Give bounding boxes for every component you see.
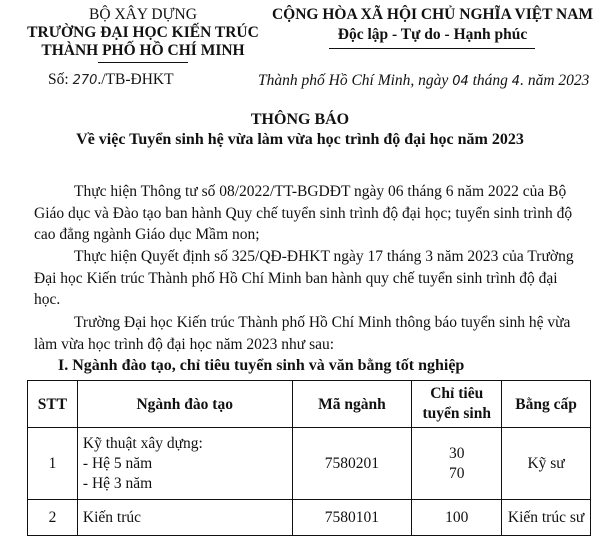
major-title: Kỹ thuật xây dựng: xyxy=(82,434,203,452)
header-stt: STT xyxy=(28,381,78,428)
ministry-name: BỘ XÂY DỰNG xyxy=(89,6,197,23)
date-year: . năm 2023 xyxy=(520,72,590,89)
school-name-line1: TRƯỜNG ĐẠI HỌC KIẾN TRÚC xyxy=(27,24,259,41)
paragraph-announcement xyxy=(34,312,586,355)
quota-value: 70 xyxy=(448,464,465,482)
header-quota-line1: Chỉ tiêu xyxy=(430,385,484,402)
paragraph-circular xyxy=(34,181,586,246)
header-major: Ngành đào tạo xyxy=(77,381,292,428)
paragraph-line: Trường Đại học Kiến trúc Thành phố Hồ Chí Minh thông báo tuyển sinh hệ vừa xyxy=(74,314,571,331)
paragraph-line: cao đẳng ngành Giáo dục Mầm non; xyxy=(34,226,260,243)
cell-degree: Kiến trúc sư xyxy=(502,500,591,536)
header-quota xyxy=(412,381,502,428)
table-header-row xyxy=(28,381,591,428)
doc-number-prefix: Số: xyxy=(48,71,73,88)
cell-code: 7580201 xyxy=(292,428,412,500)
doc-number-handwritten: 270 xyxy=(72,73,98,88)
major-sub: - Hệ 3 năm xyxy=(82,474,153,492)
paragraph-line: học. xyxy=(34,291,61,308)
cell-quota xyxy=(412,428,502,500)
cell-stt: 2 xyxy=(28,500,78,536)
major-sub: - Hệ 5 năm xyxy=(82,454,153,472)
school-underline xyxy=(98,62,188,63)
table-row xyxy=(28,500,591,536)
quota-value: 30 xyxy=(448,444,465,462)
paragraph-line: Giáo dục và Đào tạo ban hành Quy chế tuyển sinh trình độ đại học; tuyển sinh trình độ xyxy=(34,204,573,222)
national-motto: Độc lập - Tự do - Hạnh phúc xyxy=(337,26,528,43)
paragraph-line: Thực hiện Thông tư số 08/2022/TT-BGDĐT ngày 06 tháng 6 năm 2022 của Bộ xyxy=(74,183,567,200)
header-code: Mã ngành xyxy=(292,381,412,428)
paragraph-line: Đại học Kiến trúc Thành phố Hồ Chí Minh ban hành quy chế tuyển sinh trình độ đại xyxy=(34,269,558,287)
date-month-word: tháng xyxy=(468,72,512,89)
motto-underline xyxy=(329,48,535,49)
document-title: THÔNG BÁO xyxy=(250,111,350,128)
date-line xyxy=(258,72,598,90)
paragraph-line: Thực hiện Quyết định số 325/QĐ-ĐHKT ngày 17 tháng 3 năm 2023 của Trường xyxy=(74,248,574,265)
cell-code: 7580101 xyxy=(292,500,412,536)
header-quota-line2: tuyển sinh xyxy=(422,405,491,422)
cell-stt: 1 xyxy=(28,428,78,500)
country-name: CỘNG HÒA XÃ HỘI CHỦ NGHĨA VIỆT NAM xyxy=(271,6,594,23)
document-number xyxy=(48,71,174,89)
paragraph-line: làm vừa học trình độ đại học năm 2023 như sau: xyxy=(34,335,335,353)
section-heading: I. Ngành đào tạo, chỉ tiêu tuyển sinh và văn bằng tốt nghiệp xyxy=(58,357,465,374)
admission-table xyxy=(27,380,591,536)
paragraph-decision xyxy=(34,246,586,311)
school-name-line2: THÀNH PHỐ HỒ CHÍ MINH xyxy=(41,42,245,59)
header-degree: Bằng cấp xyxy=(502,381,591,428)
cell-major xyxy=(77,428,292,500)
date-prefix: Thành phố Hồ Chí Minh, ngày xyxy=(258,72,453,89)
table-row xyxy=(28,428,591,500)
date-day-handwritten: 04 xyxy=(452,74,469,89)
document-subtitle: Về việc Tuyển sinh hệ vừa làm vừa học trình độ đại học năm 2023 xyxy=(76,131,524,148)
doc-number-suffix: ./TB-ĐHKT xyxy=(97,71,174,88)
cell-major: Kiến trúc xyxy=(77,500,292,536)
cell-degree: Kỹ sư xyxy=(502,428,591,500)
cell-quota: 100 xyxy=(412,500,502,536)
date-month-handwritten: 4 xyxy=(511,74,521,89)
